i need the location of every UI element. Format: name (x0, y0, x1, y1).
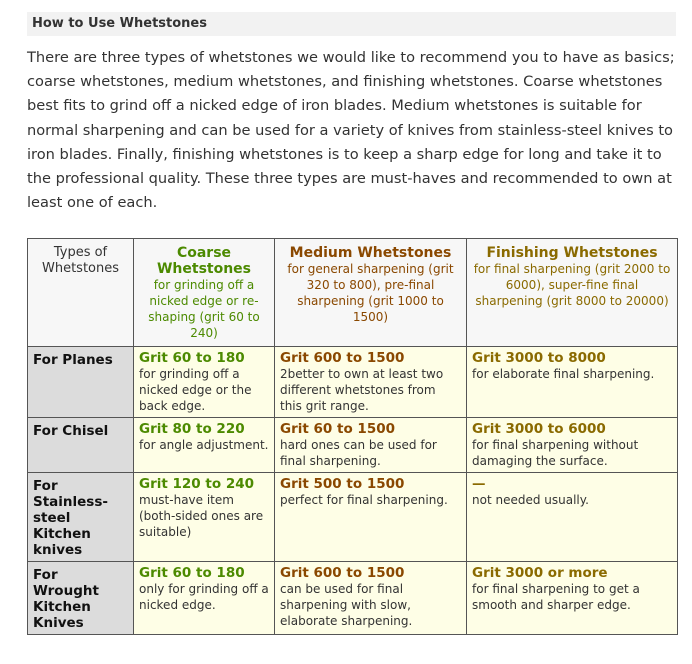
grit-range: Grit 120 to 240 (139, 476, 255, 492)
column-title: Medium Whetstones (289, 245, 452, 261)
table-cell (275, 473, 467, 562)
grit-note: must-have item (both-sided ones are suitable) (139, 493, 264, 539)
row-label: For Chisel (28, 418, 134, 473)
grit-note: for final sharpening without damaging the surface. (472, 438, 639, 468)
grit-note: for angle adjustment. (139, 438, 269, 452)
grit-range: Grit 60 to 180 (139, 565, 245, 581)
grit-note: not needed usually. (472, 493, 589, 507)
grit-range: Grit 80 to 220 (139, 421, 245, 437)
table-cell (467, 347, 678, 418)
section-heading: How to Use Whetstones (27, 12, 676, 36)
table-cell (134, 473, 275, 562)
grit-range: Grit 600 to 1500 (280, 350, 405, 366)
corner-header: Types of Whetstones (28, 239, 134, 347)
table-row (28, 347, 678, 418)
grit-note: 2better to own at least two different whetstones from this grit range. (280, 367, 444, 413)
table-cell (275, 418, 467, 473)
grit-range: Grit 3000 to 8000 (472, 350, 606, 366)
column-description: for general sharpening (grit 320 to 800), pre-final sharpening (grit 1000 to 1500) (287, 262, 454, 324)
table-header-row (28, 239, 678, 347)
grit-range: — (472, 476, 486, 492)
table-row (28, 473, 678, 562)
table-cell (134, 562, 275, 635)
table-cell (275, 562, 467, 635)
table-cell (467, 418, 678, 473)
table-cell (134, 418, 275, 473)
table-row (28, 418, 678, 473)
row-label: For Stainless-steel Kitchen knives (28, 473, 134, 562)
column-header-finishing (467, 239, 678, 347)
grit-note: perfect for final sharpening. (280, 493, 448, 507)
grit-range: Grit 600 to 1500 (280, 565, 405, 581)
grit-note: can be used for final sharpening with slow, elaborate sharpening. (280, 582, 413, 628)
grit-note: for elaborate final sharpening. (472, 367, 655, 381)
grit-range: Grit 60 to 180 (139, 350, 245, 366)
column-header-medium (275, 239, 467, 347)
column-description: for grinding off a nicked edge or re-shaping (grit 60 to 240) (148, 278, 260, 340)
intro-paragraph: There are three types of whetstones we would like to recommend you to have as basics; coarse whetstones, medium whetstones, and finishing whetstones. Coarse whetstones best fits to grind off a nicked edge of iron blades. Medium whetstones is suitable for normal sharpening and can be used for a variety of knives from stainless-steel knives to iron blades. Finally, finishing whetstones is to keep a sharp edge for long and take it to the professional quality. These three types are must-haves and recommended to own at least one of each. (27, 49, 675, 212)
column-description: for final sharpening (grit 2000 to 6000), super-fine final sharpening (grit 8000 to 20000) (473, 262, 671, 308)
grit-note: only for grinding off a nicked edge. (139, 582, 269, 612)
column-title: Finishing Whetstones (486, 245, 658, 261)
table-cell (467, 473, 678, 562)
grit-note: for grinding off a nicked edge or the back edge. (139, 367, 252, 413)
grit-range: Grit 3000 or more (472, 565, 608, 581)
whetstone-table (27, 238, 678, 635)
table-cell (467, 562, 678, 635)
table-cell (275, 347, 467, 418)
grit-range: Grit 60 to 1500 (280, 421, 396, 437)
column-header-coarse (134, 239, 275, 347)
row-label: For Planes (28, 347, 134, 418)
grit-note: hard ones can be used for final sharpening. (280, 438, 437, 468)
grit-range: Grit 500 to 1500 (280, 476, 405, 492)
table-row (28, 562, 678, 635)
grit-note: for final sharpening to get a smooth and sharper edge. (472, 582, 640, 612)
column-title: Coarse Whetstones (156, 245, 252, 277)
grit-range: Grit 3000 to 6000 (472, 421, 606, 437)
table-cell (134, 347, 275, 418)
row-label: For Wrought Kitchen Knives (28, 562, 134, 635)
